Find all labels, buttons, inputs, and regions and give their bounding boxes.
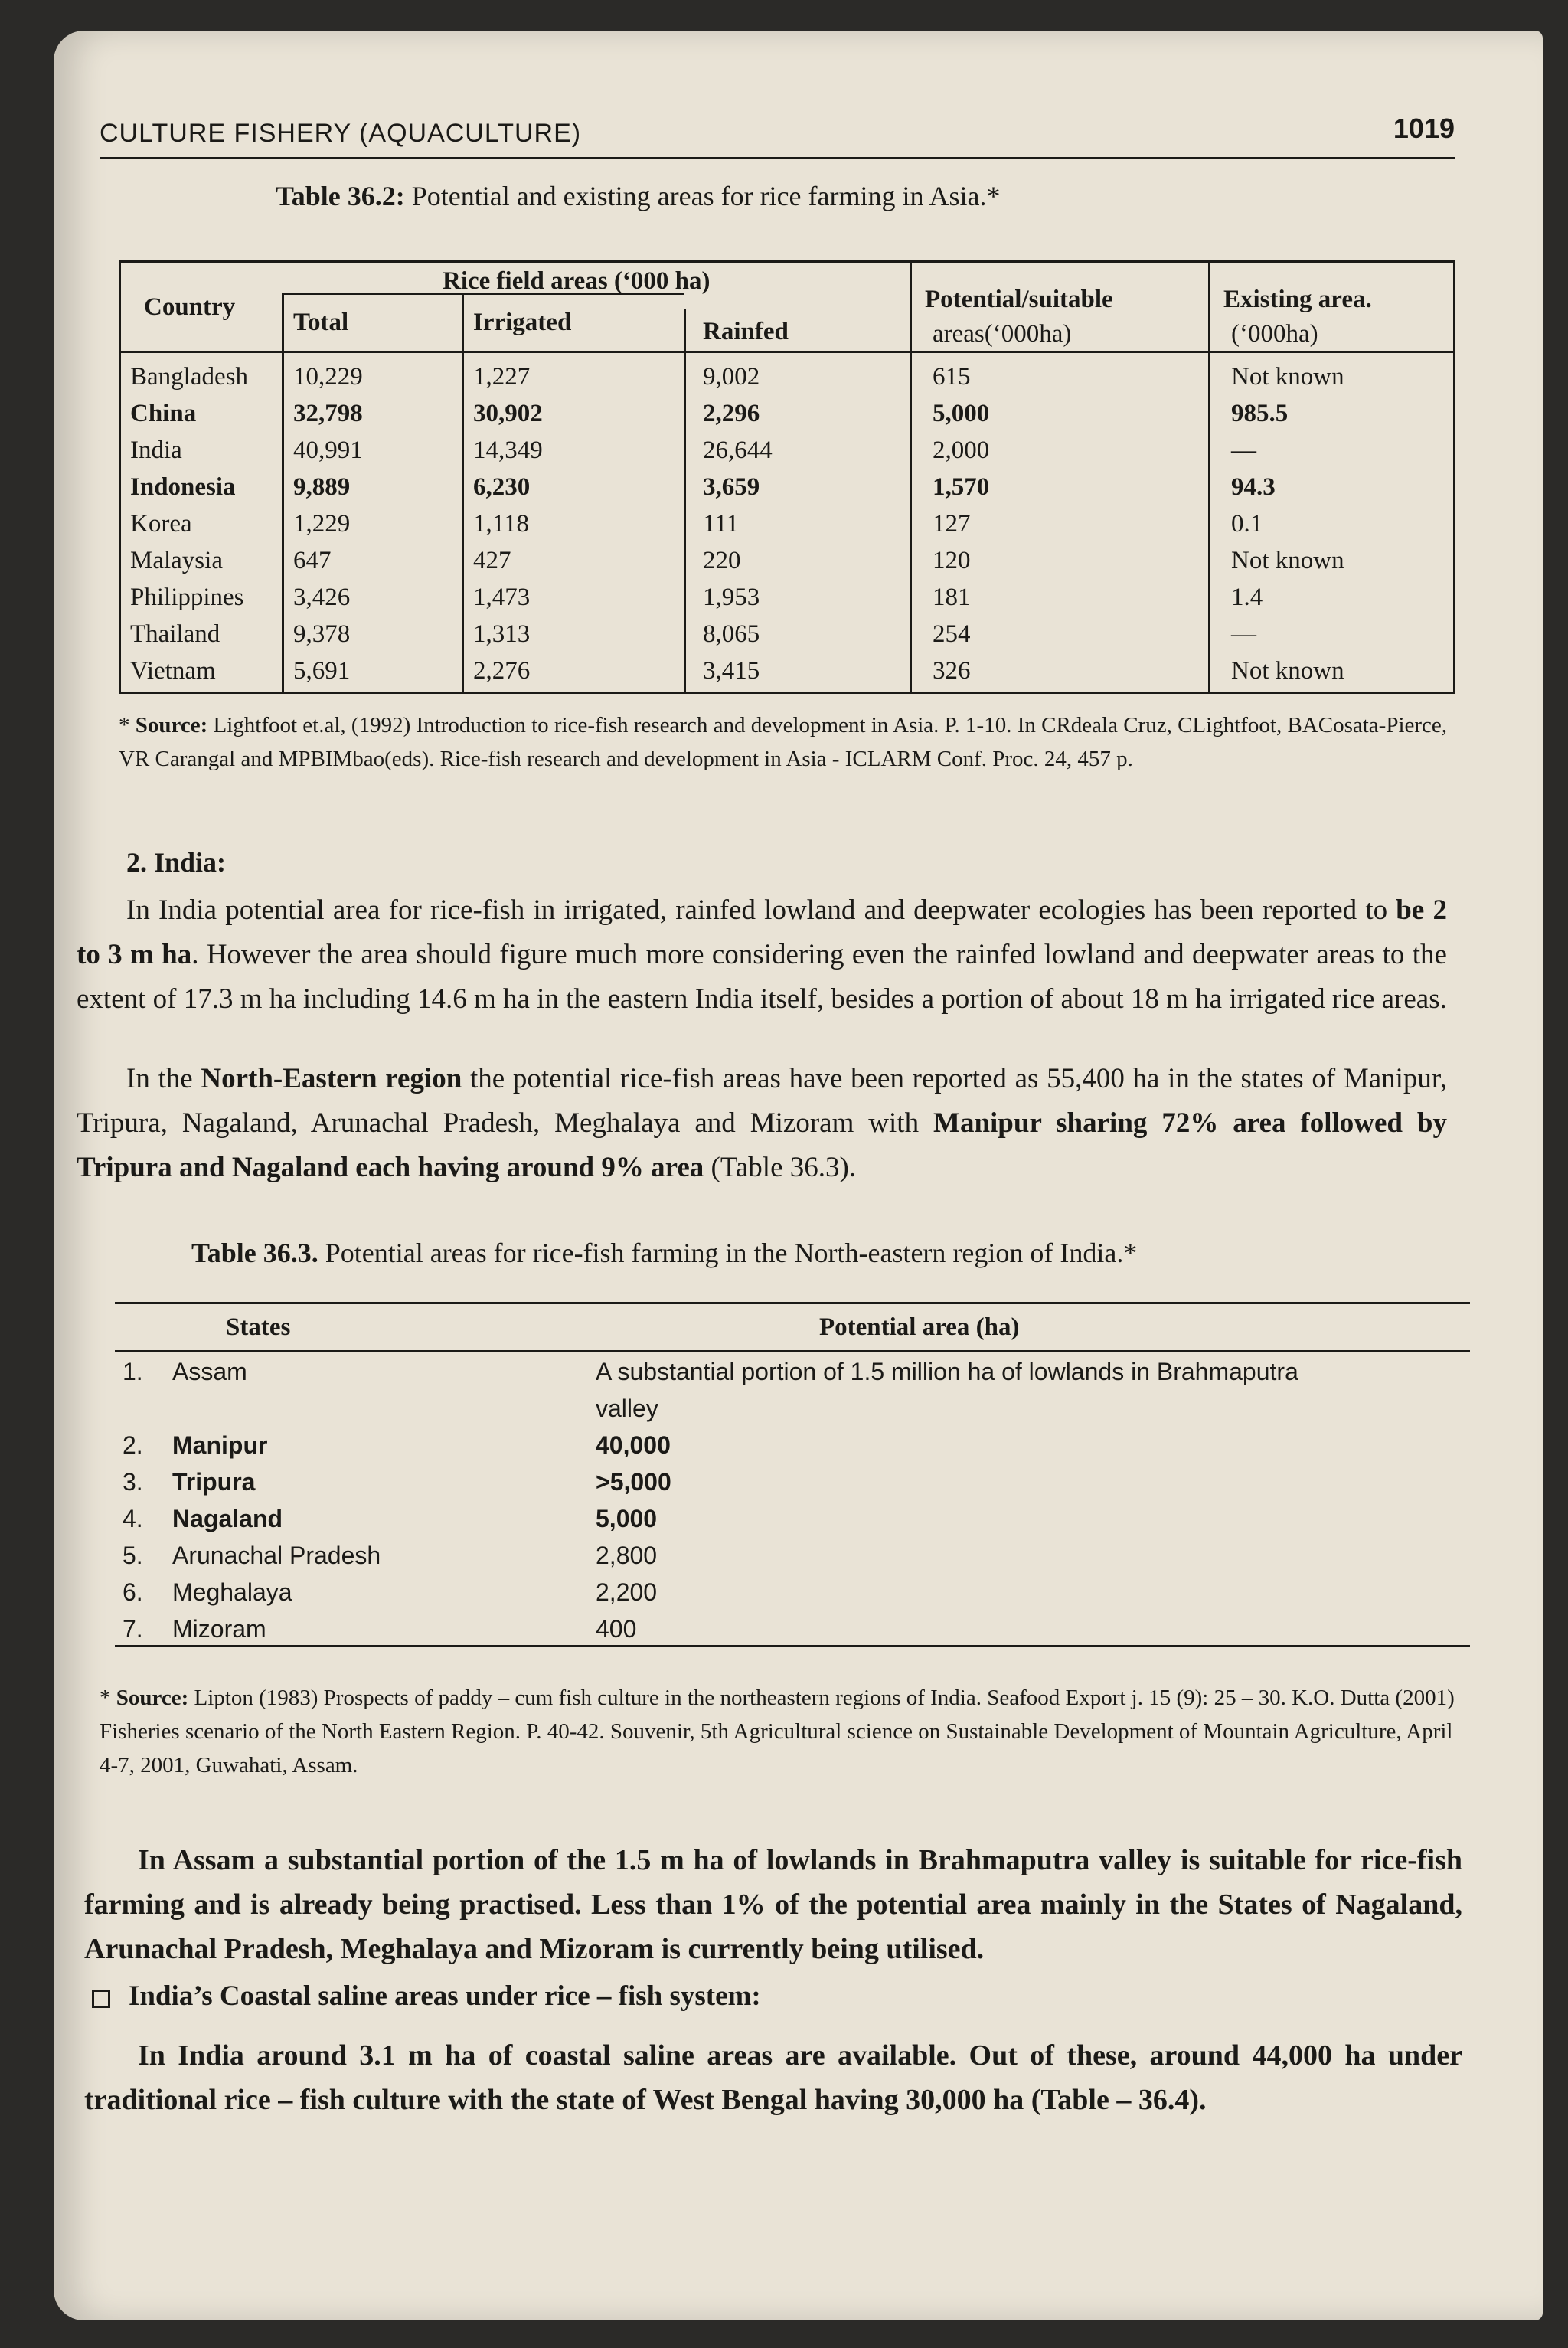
cell-rainfed: 3,415 — [703, 657, 760, 685]
paragraph-coastal: In India around 3.1 m ha of coastal saline areas are available. Out of these, around 44,000 ha under traditional rice – fish culture with the state of West Bengal having 30,000 ha (Table – 36.4). — [84, 2039, 1462, 2116]
table-row — [115, 1502, 1470, 1539]
cell-potential: 1,570 — [933, 473, 990, 501]
header-potential: Potential/suitable — [925, 286, 1113, 313]
column-irrigated — [473, 358, 543, 689]
text-run-bold: Manipur sharing 72% area followed by Tripura and Nagaland each having around 9% area — [77, 1107, 1448, 1183]
table-36-2-caption — [276, 180, 1000, 212]
text-run-bold: North-Eastern region — [201, 1063, 462, 1094]
source-text: Lightfoot et.al, (1992) Introduction to rice-fish research and development in Asia. P. 1-10. In CRdeala Cruz, CLightfoot, BACosata-Pierce, VR Carangal and MPBIMbao(eds). Rice-fish research and development in Asia - ICLARM Conf. Proc. 24, 457 p. — [119, 713, 1448, 771]
header-rice-field-areas: Rice field areas (‘000 ha) — [443, 267, 710, 295]
cell-area: A substantial portion of 1.5 million ha of lowlands in Brahmaputra — [596, 1358, 1298, 1385]
header-country: Country — [144, 293, 236, 321]
cell-country: India — [130, 437, 182, 464]
source-label: Source: — [135, 713, 208, 737]
cell-total: 40,991 — [293, 437, 363, 464]
header-total: Total — [293, 309, 349, 336]
cell-num: 6. — [122, 1578, 143, 1606]
cell-existing: 0.1 — [1231, 510, 1263, 538]
cell-total: 3,426 — [293, 584, 351, 611]
cell-potential: 5,000 — [933, 400, 990, 427]
cell-num: 5. — [122, 1542, 143, 1569]
page-number: 1019 — [1393, 113, 1455, 144]
cell-potential: 120 — [933, 547, 971, 574]
cell-rainfed: 2,296 — [703, 400, 760, 427]
table-header — [121, 263, 1453, 353]
cell-country: Philippines — [130, 584, 244, 611]
cell-existing: 1.4 — [1231, 584, 1263, 611]
cell-country: Malaysia — [130, 547, 223, 574]
cell-existing: 94.3 — [1231, 473, 1276, 501]
table-36-2-source: * Source: Lightfoot et.al, (1992) Introduction to rice-fish research and development in Asia. P. 1-10. In CRdeala Cruz, CLightfoot, BACosata-Pierce, VR Carangal and MPBIMbao(eds). Rice-fish research and development in Asia - ICLARM Conf. Proc. 24, 457 p. — [119, 713, 1448, 771]
cell-irrigated: 30,902 — [473, 400, 543, 427]
cell-irrigated: 1,227 — [473, 363, 531, 391]
text-run: the potential rice-fish areas have been reported as 55,400 ha in the states of Manipur, Tripura, Nagaland, Arunachal Pradesh, Meghalaya and Mizoram with — [77, 1063, 1448, 1139]
book-page — [54, 31, 1543, 2320]
table-row — [115, 1575, 1470, 1612]
caption-text: Potential areas for rice-fish farming in the North-eastern region of India.* — [325, 1238, 1138, 1268]
cell-area: 2,800 — [596, 1542, 658, 1569]
cell-state: Mizoram — [172, 1615, 266, 1643]
column-total — [293, 358, 363, 689]
header-potential-unit: areas(‘000ha) — [933, 320, 1072, 348]
text-run: In India potential area for rice-fish in irrigated, rainfed lowland and deepwater ecologies has been reported to — [126, 894, 1396, 926]
cell-potential: 127 — [933, 510, 971, 538]
cell-state: Assam — [172, 1358, 247, 1385]
cell-state: Arunachal Pradesh — [172, 1542, 381, 1569]
cell-existing: Not known — [1231, 657, 1344, 685]
cell-num: 7. — [122, 1615, 143, 1643]
cell-country: Korea — [130, 510, 192, 538]
cell-num: 3. — [122, 1468, 143, 1496]
header-irrigated: Irrigated — [473, 309, 572, 336]
cell-total: 9,889 — [293, 473, 351, 501]
cell-total: 5,691 — [293, 657, 351, 685]
cell-country: Vietnam — [130, 657, 216, 685]
cell-potential: 615 — [933, 363, 971, 391]
cell-num: 4. — [122, 1505, 143, 1532]
table-row — [115, 1428, 1470, 1465]
cell-potential: 254 — [933, 620, 971, 648]
header-rainfed: Rainfed — [703, 318, 789, 345]
caption-text: Potential and existing areas for rice farming in Asia.* — [411, 181, 1001, 211]
column-existing — [1231, 358, 1344, 689]
table-row-continuation — [115, 1391, 1470, 1428]
text-run: In the — [126, 1063, 201, 1094]
cell-num: 1. — [122, 1358, 143, 1385]
cell-country: Indonesia — [130, 473, 236, 501]
text-run: (Table 36.3). — [704, 1152, 857, 1183]
table-row — [115, 1355, 1470, 1391]
cell-country: China — [130, 400, 197, 427]
column-divider — [282, 293, 284, 692]
table-36-3-caption — [191, 1237, 1137, 1269]
column-divider — [910, 263, 912, 692]
cell-rainfed: 3,659 — [703, 473, 760, 501]
table-row — [115, 1539, 1470, 1575]
paragraph-assam: In Assam a substantial portion of the 1.5 m ha of lowlands in Brahmaputra valley is suitable for rice-fish farming and is already being practised. Less than 1% of the potential area mainly in the States of Nagaland, Arunachal Pradesh, Meghalaya and Mizoram is currently being utilised. — [84, 1844, 1462, 1965]
cell-area-continued: valley — [596, 1395, 658, 1422]
header-states: States — [226, 1313, 291, 1341]
cell-total: 32,798 — [293, 400, 363, 427]
cell-state: Tripura — [172, 1468, 256, 1496]
cell-num: 2. — [122, 1431, 143, 1459]
cell-area: >5,000 — [596, 1468, 671, 1496]
cell-rainfed: 8,065 — [703, 620, 760, 648]
column-divider — [684, 309, 686, 692]
text-run-bold: be 2 to 3 m ha — [77, 894, 1447, 970]
column-divider — [462, 293, 464, 692]
cell-country: Thailand — [130, 620, 220, 648]
cell-area: 400 — [596, 1615, 637, 1643]
cell-potential: 181 — [933, 584, 971, 611]
cell-irrigated: 2,276 — [473, 657, 531, 685]
checkbox-bullet-icon — [92, 1990, 110, 2008]
cell-area: 40,000 — [596, 1431, 671, 1459]
text-run: . However the area should figure much more considering even the rainfed lowland and deepwater areas to the extent of 17.3 m ha including 14.6 m ha in the eastern India itself, besides a portion of about 18 m ha irrigated rice areas. — [77, 939, 1447, 1015]
cell-existing: — — [1231, 437, 1256, 464]
cell-irrigated: 14,349 — [473, 437, 543, 464]
cell-existing: Not known — [1231, 547, 1344, 574]
cell-potential: 2,000 — [933, 437, 990, 464]
table-row — [115, 1612, 1470, 1649]
cell-total: 1,229 — [293, 510, 351, 538]
chapter-title: CULTURE FISHERY (AQUACULTURE) — [100, 119, 582, 148]
cell-potential: 326 — [933, 657, 971, 685]
cell-country: Bangladesh — [130, 363, 248, 391]
cell-irrigated: 427 — [473, 547, 511, 574]
cell-rainfed: 1,953 — [703, 584, 760, 611]
table-36-3-source: * Source: Lipton (1983) Prospects of paddy – cum fish culture in the northeastern regions of India. Seafood Export j. 15 (9): 25 – 30. K.O. Dutta (2001) Fisheries scenario of the North Eastern Region. P. 40-42. Souvenir, 5th Agricultural science on Sustainable Development of Mountain Agriculture, April 4-7, 2001, Guwahati, Assam. — [100, 1686, 1455, 1777]
cell-total: 647 — [293, 547, 332, 574]
column-potential — [933, 358, 989, 689]
source-text: Lipton (1983) Prospects of paddy – cum fish culture in the northeastern regions of India. Seafood Export j. 15 (9): 25 – 30. K.O. Dutta (2001) Fisheries scenario of the North Eastern Region. P. 40-42. Souvenir, 5th Agricultural science on Sustainable Development of Mountain Agriculture, April 4-7, 2001, Guwahati, Assam. — [100, 1686, 1455, 1777]
cell-state: Manipur — [172, 1431, 268, 1459]
cell-existing: — — [1231, 620, 1256, 648]
header-potential-area: Potential area (ha) — [819, 1313, 1020, 1341]
cell-state: Meghalaya — [172, 1578, 292, 1606]
cell-rainfed: 9,002 — [703, 363, 760, 391]
cell-total: 9,378 — [293, 620, 351, 648]
column-country — [130, 358, 248, 689]
table-header — [115, 1304, 1470, 1352]
cell-state: Nagaland — [172, 1505, 283, 1532]
section-heading-india: 2. India: — [126, 847, 227, 878]
header-existing-unit: (‘000ha) — [1231, 320, 1318, 348]
cell-rainfed: 26,644 — [703, 437, 773, 464]
table-36-2 — [119, 260, 1455, 694]
cell-irrigated: 1,473 — [473, 584, 531, 611]
table-row — [115, 1465, 1470, 1502]
cell-existing: Not known — [1231, 363, 1344, 391]
caption-label: Table 36.3. — [191, 1238, 318, 1268]
heading-text: India’s Coastal saline areas under rice – fish system: — [129, 1980, 761, 2012]
paragraph-india-potential — [77, 888, 1447, 1022]
cell-irrigated: 1,118 — [473, 510, 530, 538]
cell-total: 10,229 — [293, 363, 363, 391]
cell-rainfed: 220 — [703, 547, 741, 574]
running-head — [100, 103, 1455, 159]
column-rainfed — [703, 358, 773, 689]
section-heading-coastal — [92, 1980, 761, 2013]
cell-existing: 985.5 — [1231, 400, 1289, 427]
header-existing: Existing area. — [1223, 286, 1372, 313]
column-divider — [1208, 263, 1210, 692]
group-header-rule — [282, 293, 684, 295]
cell-rainfed: 111 — [703, 510, 740, 538]
cell-irrigated: 6,230 — [473, 473, 531, 501]
table-36-3 — [115, 1302, 1470, 1647]
cell-irrigated: 1,313 — [473, 620, 531, 648]
paragraph-north-east — [77, 1057, 1447, 1190]
source-label: Source: — [116, 1686, 189, 1710]
cell-area: 5,000 — [596, 1505, 658, 1532]
caption-label: Table 36.2: — [276, 181, 405, 211]
cell-area: 2,200 — [596, 1578, 658, 1606]
